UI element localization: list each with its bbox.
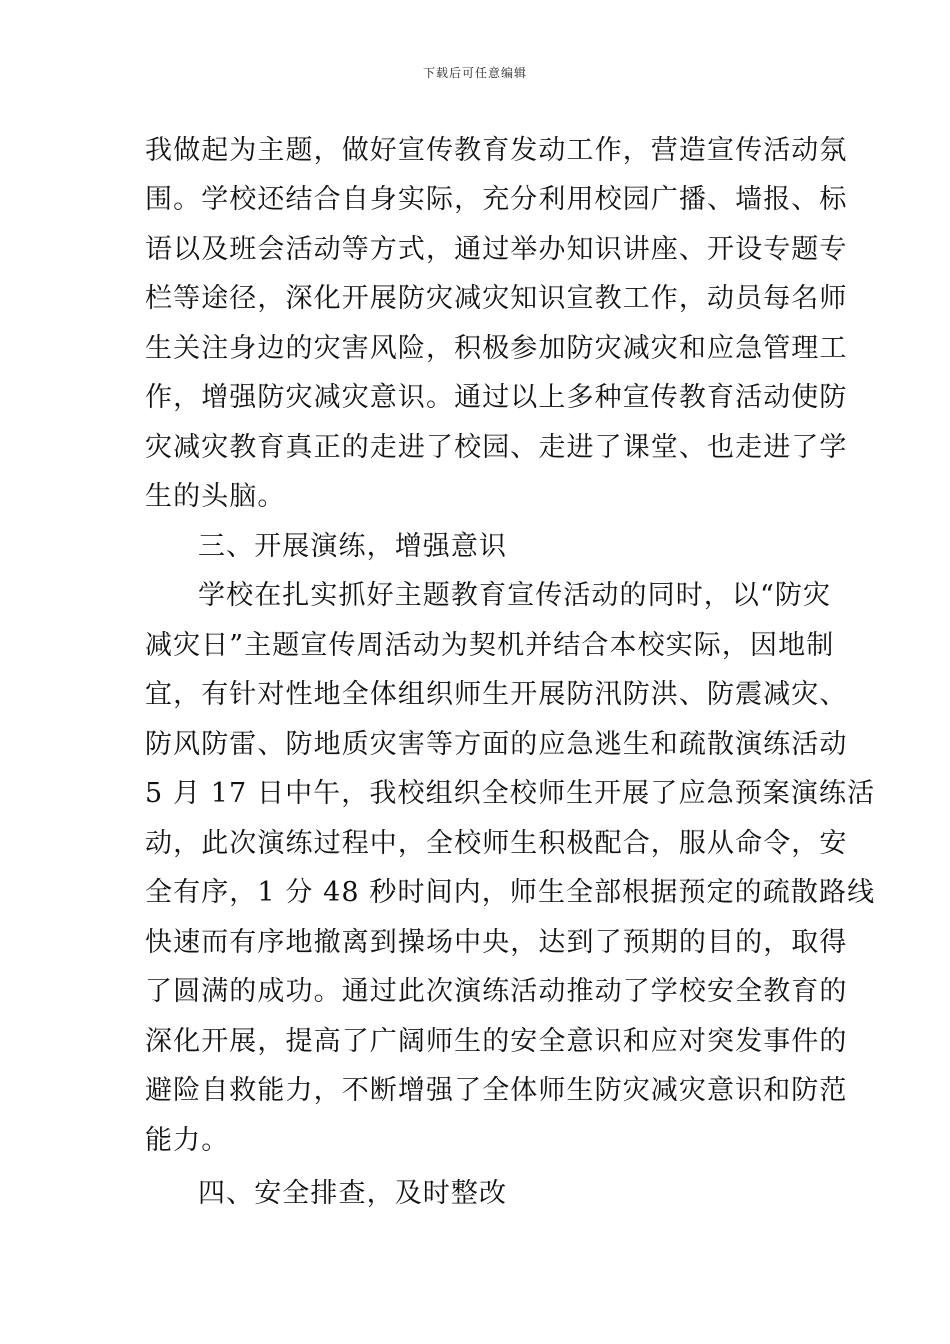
body-line: 灾减灾教育真正的走进了校园、走进了课堂、也走进了学 (145, 432, 848, 463)
body-line: 能力。 (145, 1125, 230, 1156)
body-line: 深化开展，提高了广阔师生的安全意识和应对突发事件的 (145, 1026, 848, 1057)
body-line: 学校在扎实抓好主题教育宣传活动的同时，以“防灾 (198, 580, 832, 611)
body-line: 全有序，1 分 48 秒时间内，师生全部根据预定的疏散路线 (145, 877, 876, 908)
body-line: 生的头脑。 (145, 481, 286, 512)
body-line: 语以及班会活动等方式，通过举办知识讲座、开设专题专 (145, 234, 848, 265)
body-line: 防风防雷、防地质灾害等方面的应急逃生和疏散演练活动 (145, 729, 848, 760)
body-line: 栏等途径，深化开展防灾减灾知识宣教工作，动员每名师 (145, 283, 848, 314)
body-line: 围。学校还结合自身实际，充分利用校园广播、墙报、标 (145, 184, 848, 215)
header-note: 下载后可任意编辑 (422, 66, 527, 80)
body-line: 动，此次演练过程中，全校师生积极配合，服从命令，安 (145, 828, 848, 859)
body-line: 了圆满的成功。通过此次演练活动推动了学校安全教育的 (145, 976, 848, 1007)
body-line: 快速而有序地撤离到操场中央，达到了预期的目的，取得 (145, 927, 848, 958)
body-line: 生关注身边的灾害风险，积极参加防灾减灾和应急管理工 (145, 333, 848, 364)
body-line: 我做起为主题，做好宣传教育发动工作，营造宣传活动氛 (145, 135, 848, 166)
body-line: 宜，有针对性地全体组织师生开展防汛防洪、防震减灾、 (145, 679, 848, 710)
section-heading: 四、安全排查，及时整改 (198, 1178, 508, 1209)
body-line: 5 月 17 日中午，我校组织全校师生开展了应急预案演练活 (145, 778, 876, 809)
section-heading: 三、开展演练，增强意识 (198, 531, 508, 562)
body-line: 避险自救能力，不断增强了全体师生防灾减灾意识和防范 (145, 1075, 848, 1106)
body-line: 减灾日”主题宣传周活动为契机并结合本校实际，因地制 (145, 630, 835, 661)
body-line: 作，增强防灾减灾意识。通过以上多种宣传教育活动使防 (145, 382, 848, 413)
